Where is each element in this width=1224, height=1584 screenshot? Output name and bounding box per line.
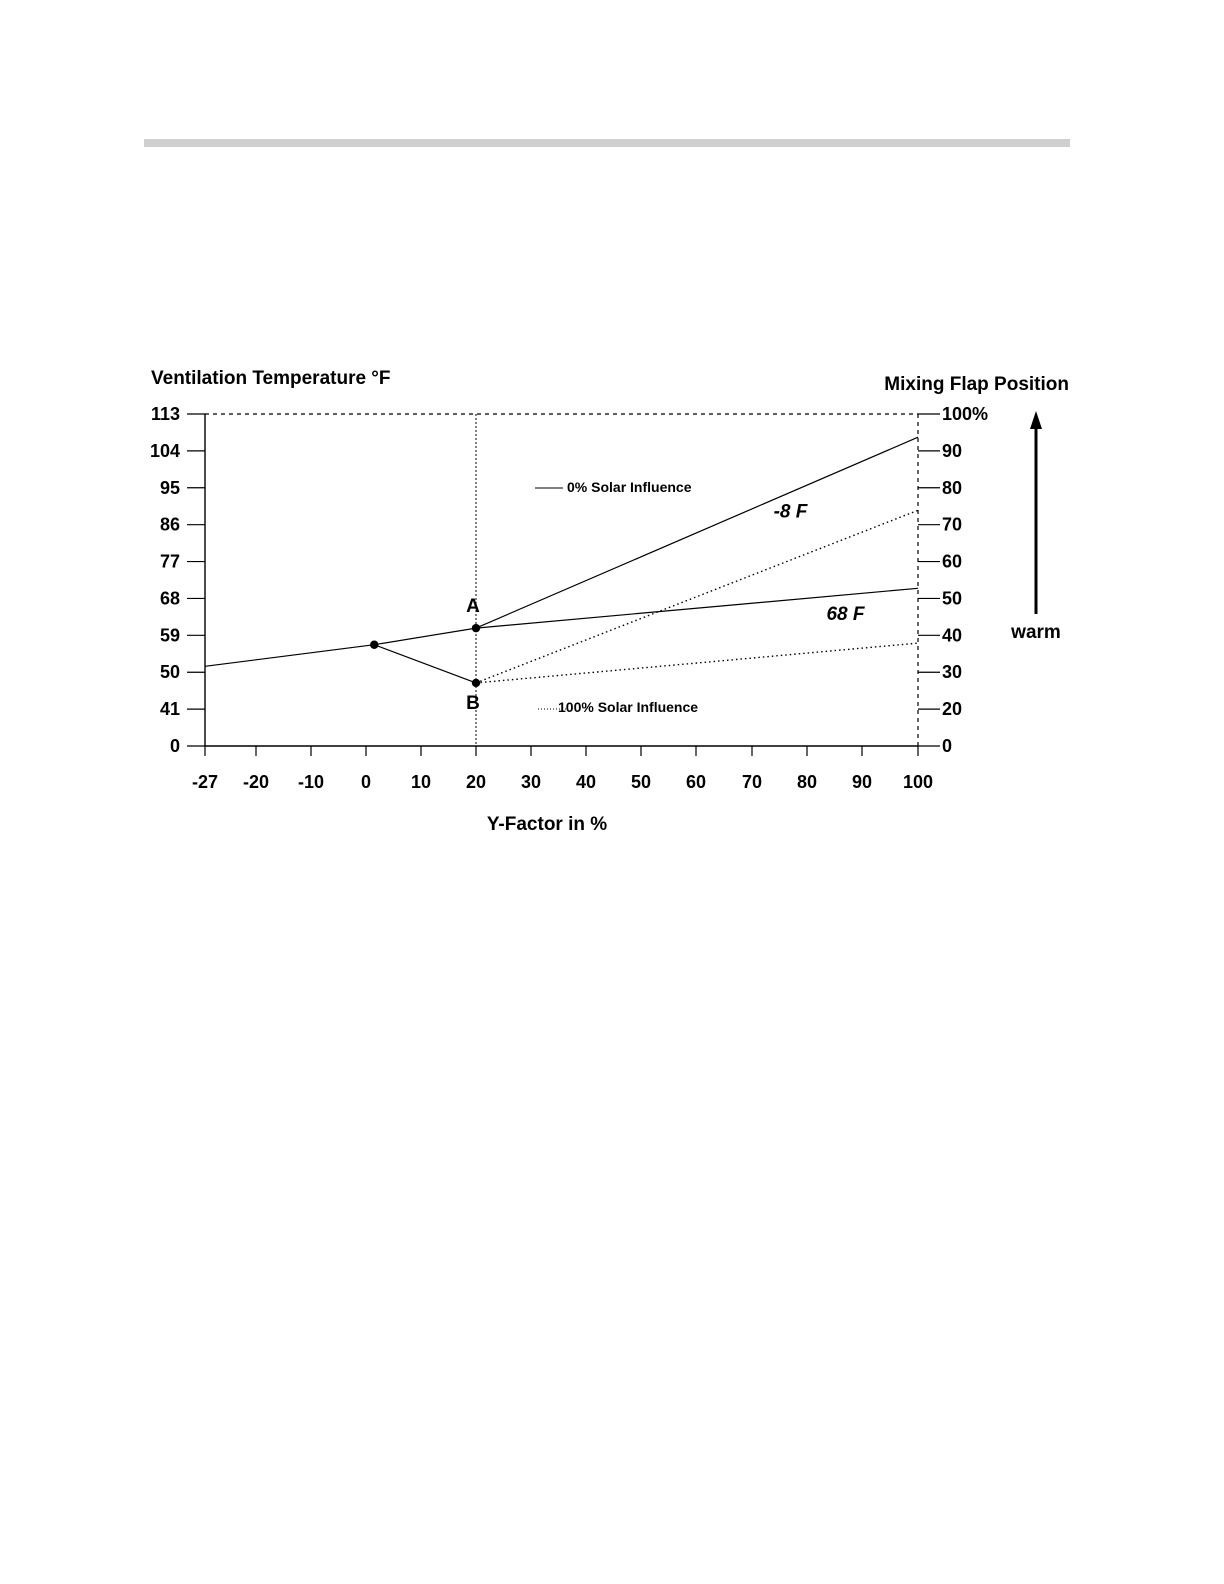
left-tick-label: 95	[159, 477, 180, 498]
x-tick-label: 10	[410, 772, 432, 792]
x-tick-label: -10	[297, 772, 325, 792]
legend-label-1: 100% Solar Influence	[558, 699, 699, 715]
right-tick-label: 0	[942, 736, 953, 756]
point-marker-0	[370, 641, 378, 649]
x-tick-label: 60	[685, 772, 707, 792]
x-tick-label: 0	[360, 772, 372, 792]
left-tick-label: 41	[159, 699, 180, 720]
right-tick-label: 90	[942, 440, 963, 461]
x-tick-label: -20	[242, 772, 270, 792]
warm-label: warm	[1011, 622, 1061, 643]
point-marker-1	[472, 624, 480, 632]
series-line-3	[476, 510, 918, 683]
x-tick-label: 100	[902, 772, 934, 792]
x-tick-label: 30	[520, 772, 542, 792]
x-axis-title: Y-Factor in %	[486, 814, 608, 835]
right-tick-label: 80	[942, 477, 963, 498]
left-tick-label: 77	[159, 551, 180, 572]
x-tick-label: 20	[465, 772, 487, 792]
right-tick-label: 70	[942, 514, 963, 535]
right-tick-label: 30	[942, 662, 963, 683]
left-tick-label: 113	[150, 404, 180, 424]
series-line-2	[374, 645, 476, 683]
x-tick-label: 80	[796, 772, 818, 792]
right-axis-title: Mixing Flap Position	[884, 374, 1069, 395]
point-marker-2	[472, 679, 480, 687]
point-label-B: B	[466, 692, 480, 714]
legend-label-0: 0% Solar Influence	[567, 479, 692, 495]
right-tick-label: 100%	[942, 404, 989, 424]
x-tick-label: 90	[851, 772, 873, 792]
right-tick-label: 50	[942, 588, 963, 609]
point-label-A: A	[466, 596, 480, 618]
x-tick-label: 70	[741, 772, 763, 792]
left-tick-label: 86	[159, 514, 180, 535]
left-tick-label: 50	[159, 662, 180, 683]
series-line-0	[205, 588, 918, 666]
x-tick-label: 50	[630, 772, 652, 792]
x-tick-label: 40	[575, 772, 597, 792]
left-tick-label: 68	[159, 588, 180, 609]
left-tick-label: 104	[149, 440, 180, 461]
x-tick-label: -27	[191, 772, 219, 792]
warm-arrow-head	[1030, 411, 1042, 429]
left-tick-label: 0	[169, 736, 180, 756]
right-tick-label: 60	[942, 551, 963, 572]
right-tick-label: 40	[942, 625, 963, 646]
left-tick-label: 59	[159, 625, 180, 646]
series-annotation-1: 68 F	[826, 604, 865, 626]
series-annotation-0: -8 F	[773, 501, 808, 523]
series-line-1	[476, 437, 918, 628]
right-tick-label: 20	[942, 699, 963, 720]
left-axis-title: Ventilation Temperature °F	[151, 368, 391, 389]
series-line-4	[476, 643, 918, 683]
